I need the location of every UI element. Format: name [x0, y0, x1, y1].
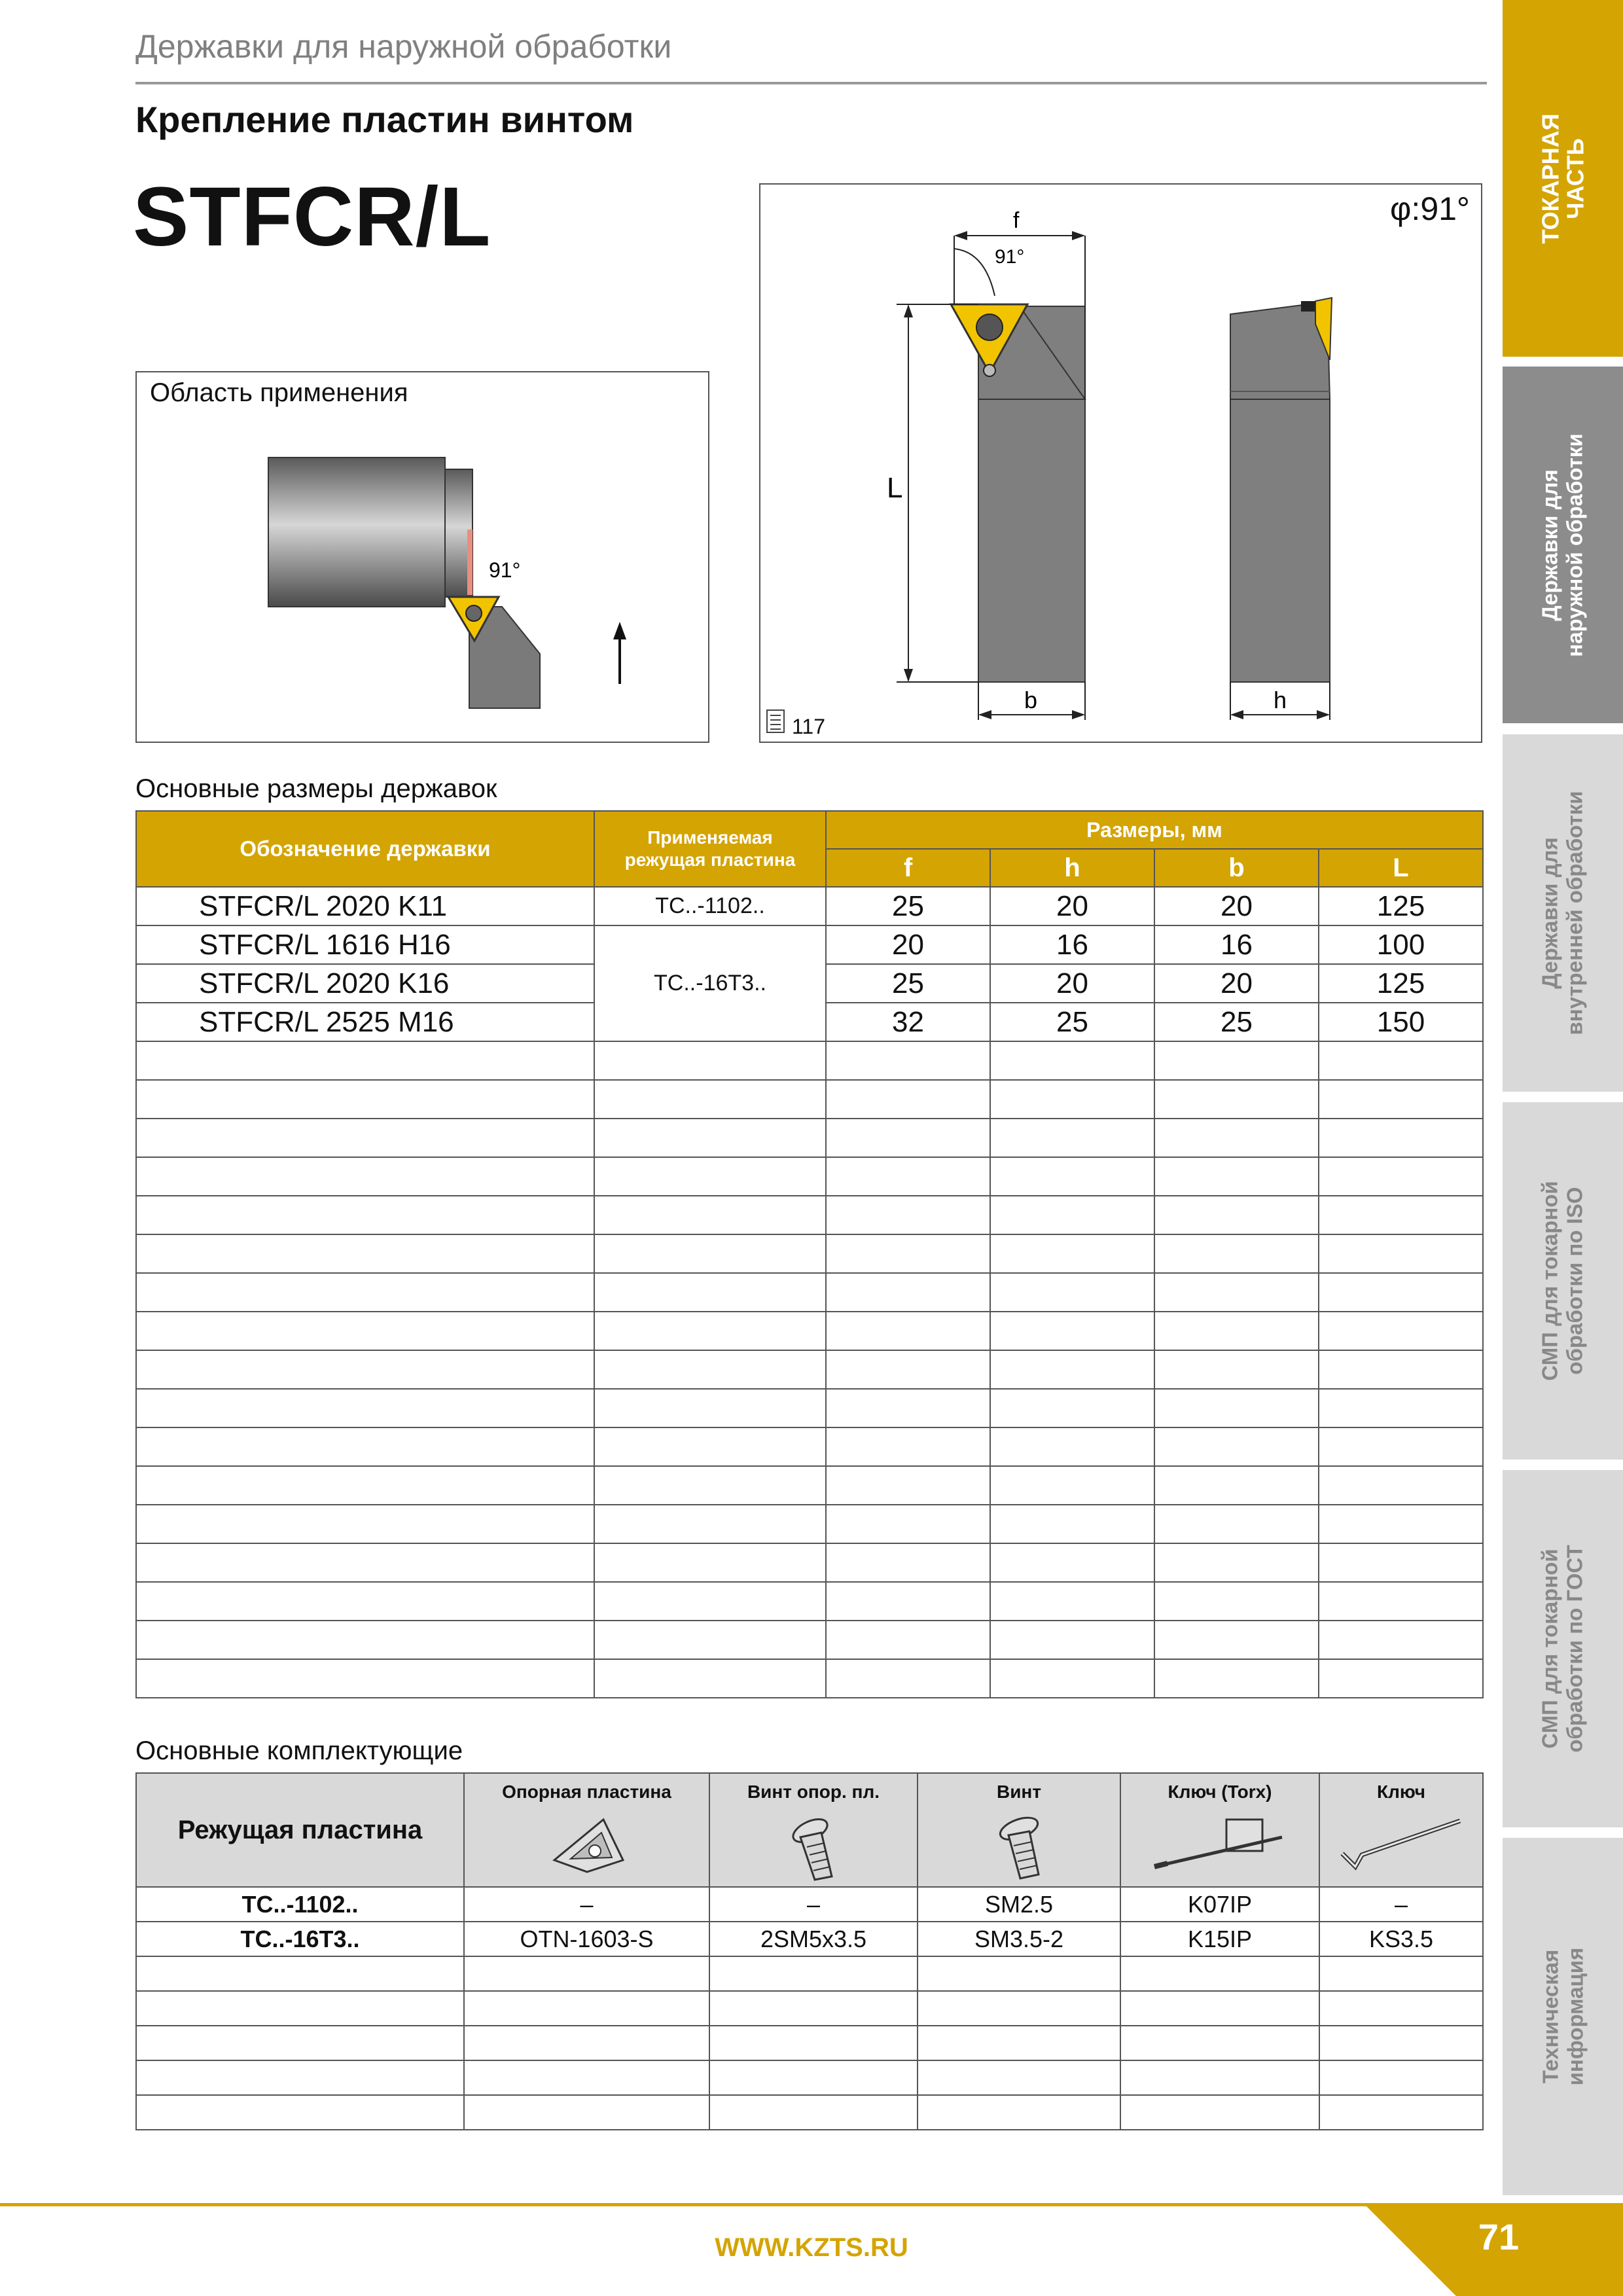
tab-label: обработки по ГОСТ — [1563, 1545, 1587, 1753]
empty-cell — [990, 1505, 1154, 1543]
empty-cell — [918, 2026, 1120, 2060]
col-support-plate-header — [464, 1773, 709, 1887]
tab-inserts-gost[interactable] — [1503, 1470, 1623, 1827]
dimension-h-label: h — [1274, 687, 1287, 713]
empty-cell — [1319, 1196, 1483, 1234]
value-L: 150 — [1319, 1003, 1483, 1041]
key-value: – — [1319, 1887, 1483, 1922]
empty-cell — [1154, 1234, 1319, 1273]
empty-cell — [136, 1041, 594, 1080]
support-plate-value: OTN-1603-S — [464, 1922, 709, 1956]
support-screw-value: 2SM5x3.5 — [709, 1922, 918, 1956]
empty-cell — [594, 1119, 826, 1157]
empty-cell — [1319, 2095, 1483, 2130]
empty-cell — [1154, 1389, 1319, 1427]
header-line: режущая пластина — [624, 850, 796, 870]
value-h: 20 — [990, 887, 1154, 925]
empty-cell — [990, 1157, 1154, 1196]
empty-cell — [1319, 1991, 1483, 2026]
col-L-header: L — [1319, 849, 1483, 887]
value-b: 20 — [1154, 887, 1319, 925]
value-L: 100 — [1319, 925, 1483, 964]
table-row — [136, 925, 1483, 964]
empty-cell — [136, 1119, 594, 1157]
empty-cell — [1319, 1389, 1483, 1427]
empty-cell — [594, 1196, 826, 1234]
support-screw-icon — [781, 1814, 846, 1883]
tab-label: ЧАСТЬ — [1561, 137, 1589, 219]
empty-cell — [594, 1234, 826, 1273]
components-caption: Основные комплектующие — [135, 1736, 463, 1765]
col-torx-key-header — [1120, 1773, 1319, 1887]
support-screw-value: – — [709, 1887, 918, 1922]
empty-cell — [826, 1312, 990, 1350]
torx-key-icon — [1148, 1814, 1292, 1876]
empty-cell — [136, 1234, 594, 1273]
torx-key-value: K15IP — [1120, 1922, 1319, 1956]
empty-cell — [826, 1427, 990, 1466]
empty-cell — [826, 1582, 990, 1621]
screw-icon — [976, 314, 1003, 340]
page-number: 71 — [1478, 2216, 1520, 2257]
dimension-drawing — [759, 183, 1482, 743]
empty-cell — [136, 1427, 594, 1466]
tab-label: внутренней обработки — [1563, 791, 1587, 1035]
empty-cell — [1120, 1956, 1319, 1991]
tab-label: информация — [1563, 1947, 1588, 2086]
empty-cell — [1120, 2060, 1319, 2095]
tab-label: обработки по ISO — [1563, 1187, 1587, 1375]
empty-row — [136, 1543, 1483, 1582]
empty-cell — [136, 1312, 594, 1350]
tab-internal-holders[interactable] — [1503, 734, 1623, 1092]
tab-inserts-iso[interactable] — [1503, 1102, 1623, 1460]
empty-cell — [826, 1389, 990, 1427]
empty-cell — [594, 1389, 826, 1427]
empty-row — [136, 1041, 1483, 1080]
empty-cell — [594, 1582, 826, 1621]
empty-cell — [918, 2060, 1120, 2095]
empty-cell — [136, 1389, 594, 1427]
empty-cell — [709, 2095, 918, 2130]
screw-value: SM3.5-2 — [918, 1922, 1120, 1956]
header-label: Опорная пластина — [502, 1782, 671, 1802]
empty-cell — [1319, 1350, 1483, 1389]
empty-cell — [918, 2095, 1120, 2130]
table-row — [136, 887, 1483, 925]
empty-cell — [1154, 1582, 1319, 1621]
empty-cell — [826, 1080, 990, 1119]
value-f: 20 — [826, 925, 990, 964]
empty-row — [136, 1196, 1483, 1234]
empty-cell — [136, 1991, 464, 2026]
empty-cell — [826, 1543, 990, 1582]
empty-cell — [136, 1505, 594, 1543]
empty-row — [136, 1427, 1483, 1466]
empty-cell — [990, 1466, 1154, 1505]
empty-cell — [1319, 1582, 1483, 1621]
pin-icon — [984, 365, 995, 376]
value-b: 16 — [1154, 925, 1319, 964]
empty-cell — [136, 1956, 464, 1991]
empty-cell — [990, 1389, 1154, 1427]
empty-cell — [1154, 1196, 1319, 1234]
application-illustration — [135, 371, 709, 743]
empty-cell — [990, 1582, 1154, 1621]
col-designation-header: Обозначение державки — [136, 811, 594, 887]
empty-cell — [1120, 1991, 1319, 2026]
col-insert-header — [594, 811, 826, 887]
empty-cell — [1319, 1234, 1483, 1273]
document-icon — [767, 710, 784, 732]
empty-cell — [1319, 1273, 1483, 1312]
empty-cell — [990, 1196, 1154, 1234]
empty-cell — [464, 1991, 709, 2026]
tab-external-holders[interactable] — [1503, 367, 1623, 723]
empty-cell — [826, 1273, 990, 1312]
empty-cell — [709, 1991, 918, 2026]
value-L: 125 — [1319, 964, 1483, 1003]
empty-cell — [826, 1234, 990, 1273]
section-header: Державки для наружной обработки — [135, 28, 672, 65]
workpiece-icon — [268, 457, 473, 607]
empty-cell — [1319, 1041, 1483, 1080]
empty-cell — [594, 1427, 826, 1466]
empty-cell — [990, 1119, 1154, 1157]
empty-cell — [709, 2026, 918, 2060]
empty-cell — [990, 1234, 1154, 1273]
dimension-b-label: b — [1024, 687, 1038, 713]
empty-cell — [1154, 1427, 1319, 1466]
header-divider — [135, 82, 1487, 84]
col-f-header: f — [826, 849, 990, 887]
empty-row — [136, 1157, 1483, 1196]
empty-row — [136, 1234, 1483, 1273]
empty-cell — [1319, 1080, 1483, 1119]
empty-cell — [1319, 2060, 1483, 2095]
empty-cell — [1154, 1543, 1319, 1582]
empty-cell — [594, 1157, 826, 1196]
insert-designation: TC..-16T3.. — [136, 1922, 464, 1956]
col-sizes-header: Размеры, мм — [826, 811, 1483, 849]
components-table — [135, 1772, 1484, 2130]
empty-cell — [826, 1157, 990, 1196]
holder-top-view — [951, 304, 1085, 682]
value-b: 20 — [1154, 964, 1319, 1003]
value-h: 25 — [990, 1003, 1154, 1041]
header-label: Ключ — [1377, 1782, 1425, 1802]
empty-cell — [1319, 1505, 1483, 1543]
empty-cell — [1154, 1312, 1319, 1350]
small-angle-label: 91° — [995, 246, 1025, 268]
empty-row — [136, 1273, 1483, 1312]
empty-cell — [709, 2060, 918, 2095]
empty-cell — [1154, 1041, 1319, 1080]
empty-cell — [1319, 1312, 1483, 1350]
value-b: 25 — [1154, 1003, 1319, 1041]
empty-cell — [826, 1119, 990, 1157]
value-f: 25 — [826, 887, 990, 925]
application-area-title: Область применения — [150, 378, 408, 407]
dimension-f-label: f — [1013, 208, 1020, 233]
empty-cell — [918, 1956, 1120, 1991]
empty-row — [136, 1582, 1483, 1621]
empty-cell — [136, 2026, 464, 2060]
screw-icon — [466, 605, 482, 621]
empty-cell — [136, 1080, 594, 1119]
empty-cell — [136, 2060, 464, 2095]
empty-rows — [136, 1956, 1483, 2130]
insert-designation: TC..-16T3.. — [594, 925, 826, 1041]
empty-cell — [1319, 2026, 1483, 2060]
empty-cell — [1319, 1956, 1483, 1991]
holder-designation: STFCR/L 1616 H16 — [136, 925, 594, 964]
empty-cell — [826, 1659, 990, 1698]
dimension-h — [1230, 682, 1330, 720]
dimensions-caption: Основные размеры державок — [135, 774, 497, 803]
empty-cell — [136, 1273, 594, 1312]
empty-cell — [136, 1621, 594, 1659]
empty-row — [136, 1119, 1483, 1157]
empty-cell — [826, 1196, 990, 1234]
empty-row — [136, 1659, 1483, 1698]
empty-cell — [594, 1080, 826, 1119]
empty-cell — [594, 1273, 826, 1312]
empty-cell — [1120, 2095, 1319, 2130]
empty-cell — [990, 1350, 1154, 1389]
cut-zone-icon — [467, 529, 473, 595]
empty-cell — [826, 1350, 990, 1389]
empty-cell — [990, 1659, 1154, 1698]
empty-cell — [594, 1466, 826, 1505]
empty-cell — [1319, 1466, 1483, 1505]
header-label: Винт опор. пл. — [747, 1782, 880, 1802]
empty-cell — [826, 1041, 990, 1080]
empty-cell — [464, 2060, 709, 2095]
empty-cell — [464, 1956, 709, 1991]
page-subtitle: Крепление пластин винтом — [135, 99, 634, 140]
empty-row — [136, 2060, 1483, 2095]
empty-cell — [594, 1312, 826, 1350]
empty-row — [136, 2026, 1483, 2060]
empty-cell — [1154, 1273, 1319, 1312]
empty-cell — [990, 1080, 1154, 1119]
empty-cell — [1154, 1659, 1319, 1698]
table-header-row — [136, 811, 1483, 849]
hex-key-icon — [1336, 1814, 1467, 1876]
empty-row — [136, 1505, 1483, 1543]
empty-rows — [136, 1041, 1483, 1698]
tab-label: СМП для токарной — [1538, 1549, 1562, 1749]
tab-label: ТОКАРНАЯ — [1537, 113, 1564, 243]
table-row — [136, 1922, 1483, 1956]
value-h: 16 — [990, 925, 1154, 964]
value-f: 25 — [826, 964, 990, 1003]
empty-cell — [1319, 1157, 1483, 1196]
empty-cell — [1154, 1080, 1319, 1119]
reference-page-link[interactable]: 117 — [792, 715, 826, 738]
tab-turning[interactable] — [1503, 0, 1623, 357]
tab-technical-info[interactable] — [1503, 1838, 1623, 2195]
empty-cell — [1319, 1543, 1483, 1582]
website-link[interactable]: WWW.KZTS.RU — [715, 2233, 908, 2262]
value-h: 20 — [990, 964, 1154, 1003]
torx-key-value: K07IP — [1120, 1887, 1319, 1922]
empty-row — [136, 1080, 1483, 1119]
empty-cell — [594, 1505, 826, 1543]
empty-cell — [136, 1543, 594, 1582]
holder-designation: STFCR/L 2020 K11 — [136, 887, 594, 925]
empty-cell — [464, 2026, 709, 2060]
product-code-title: STFCR/L — [133, 170, 491, 264]
approach-angle-label: φ:91° — [1390, 190, 1470, 227]
value-f: 32 — [826, 1003, 990, 1041]
empty-cell — [136, 1582, 594, 1621]
empty-cell — [1319, 1427, 1483, 1466]
empty-cell — [594, 1350, 826, 1389]
table-row — [136, 1887, 1483, 1922]
empty-cell — [990, 1273, 1154, 1312]
empty-row — [136, 1350, 1483, 1389]
empty-cell — [1154, 1157, 1319, 1196]
empty-cell — [136, 1350, 594, 1389]
header-label: Винт — [996, 1782, 1042, 1802]
holder-designation: STFCR/L 2020 K16 — [136, 964, 594, 1003]
empty-cell — [1154, 1505, 1319, 1543]
empty-cell — [709, 1956, 918, 1991]
empty-row — [136, 1621, 1483, 1659]
empty-cell — [1154, 1350, 1319, 1389]
empty-row — [136, 1991, 1483, 2026]
value-L: 125 — [1319, 887, 1483, 925]
empty-cell — [136, 1466, 594, 1505]
support-plate-icon — [541, 1814, 633, 1876]
col-b-header: b — [1154, 849, 1319, 887]
empty-cell — [1120, 2026, 1319, 2060]
empty-cell — [594, 1543, 826, 1582]
empty-row — [136, 2095, 1483, 2130]
empty-cell — [1319, 1659, 1483, 1698]
arrow-up-icon — [613, 622, 626, 639]
empty-row — [136, 1389, 1483, 1427]
empty-cell — [136, 1157, 594, 1196]
tab-label: Техническая — [1538, 1949, 1563, 2084]
tab-label: наружной обработки — [1563, 433, 1588, 657]
empty-row — [136, 1312, 1483, 1350]
empty-cell — [826, 1505, 990, 1543]
empty-cell — [594, 1659, 826, 1698]
empty-cell — [990, 1312, 1154, 1350]
clamp-icon — [1301, 301, 1315, 312]
screw-value: SM2.5 — [918, 1887, 1120, 1922]
empty-cell — [990, 1041, 1154, 1080]
empty-cell — [464, 2095, 709, 2130]
insert-designation: TC..-1102.. — [594, 887, 826, 925]
empty-cell — [990, 1621, 1154, 1659]
empty-cell — [1154, 1466, 1319, 1505]
col-h-header: h — [990, 849, 1154, 887]
holder-designation: STFCR/L 2525 M16 — [136, 1003, 594, 1041]
empty-cell — [136, 1196, 594, 1234]
header-line: Применяемая — [647, 827, 773, 848]
dimension-b — [978, 682, 1085, 720]
empty-cell — [136, 2095, 464, 2130]
empty-cell — [990, 1427, 1154, 1466]
empty-cell — [990, 1543, 1154, 1582]
dimensions-table — [135, 810, 1484, 1698]
holder-side-view — [1230, 298, 1332, 682]
tab-label: Державки для — [1538, 837, 1562, 989]
empty-cell — [136, 1659, 594, 1698]
dimension-L — [887, 304, 978, 682]
empty-cell — [1154, 1119, 1319, 1157]
table-header-row — [136, 1773, 1483, 1887]
col-key-header — [1319, 1773, 1483, 1887]
col-insert-header: Режущая пластина — [136, 1773, 464, 1887]
empty-cell — [826, 1466, 990, 1505]
empty-cell — [594, 1621, 826, 1659]
empty-cell — [1319, 1621, 1483, 1659]
empty-row — [136, 1466, 1483, 1505]
screw-icon — [986, 1814, 1052, 1883]
key-value: KS3.5 — [1319, 1922, 1483, 1956]
empty-cell — [826, 1621, 990, 1659]
support-plate-value: – — [464, 1887, 709, 1922]
header-label: Ключ (Torx) — [1168, 1782, 1272, 1802]
empty-cell — [1319, 1119, 1483, 1157]
insert-designation: TC..-1102.. — [136, 1887, 464, 1922]
col-support-screw-header — [709, 1773, 918, 1887]
application-angle-label: 91° — [489, 558, 521, 582]
tab-label: Державки для — [1538, 469, 1563, 621]
empty-row — [136, 1956, 1483, 1991]
dimension-L-label: L — [887, 472, 903, 504]
empty-cell — [594, 1041, 826, 1080]
tab-label: СМП для токарной — [1538, 1181, 1562, 1381]
empty-cell — [918, 1991, 1120, 2026]
empty-cell — [1154, 1621, 1319, 1659]
col-screw-header — [918, 1773, 1120, 1887]
